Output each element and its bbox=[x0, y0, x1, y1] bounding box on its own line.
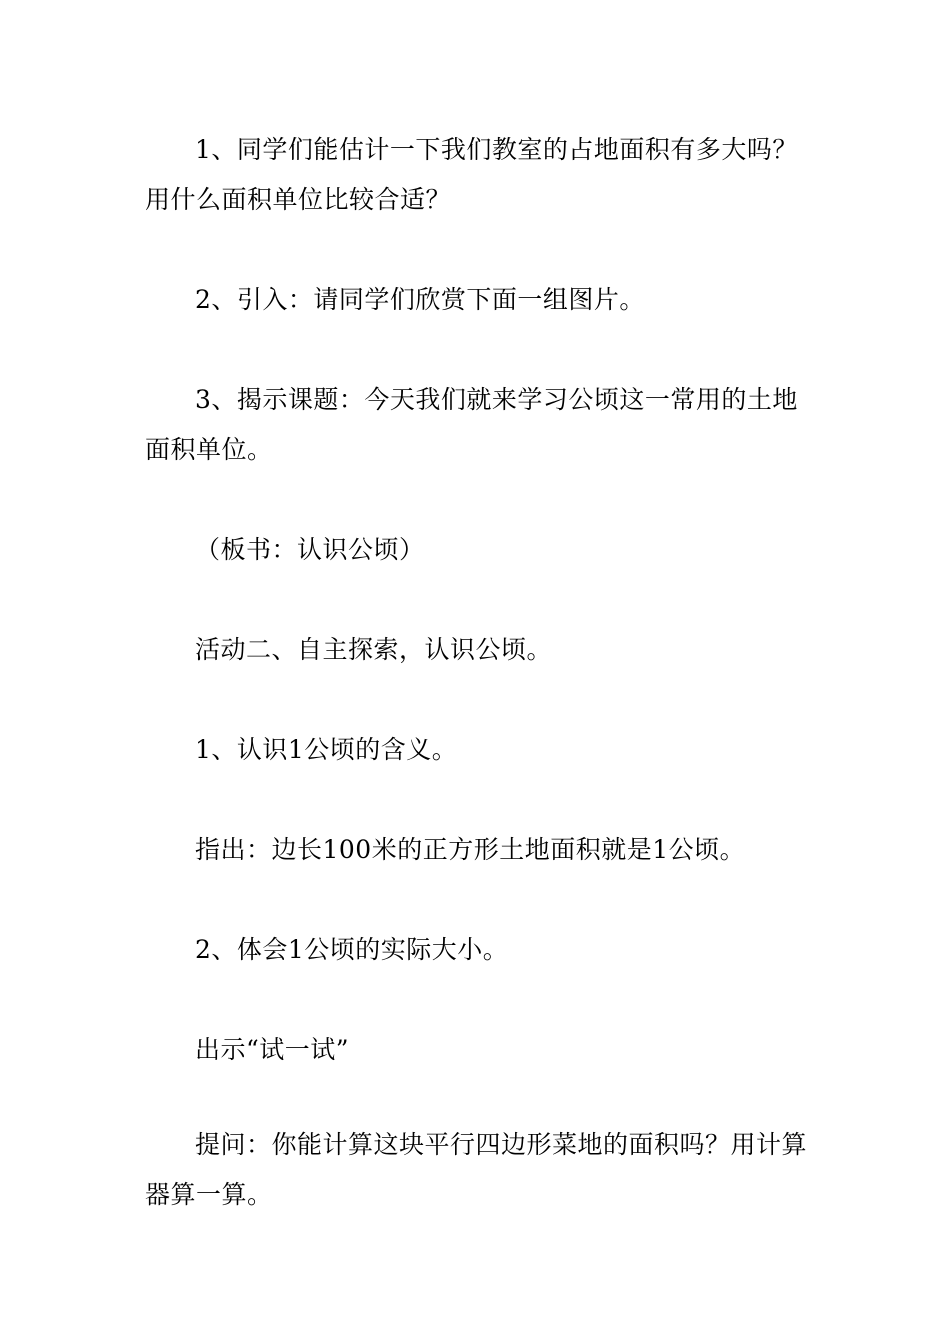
paragraph-4: （板书：认识公顷） bbox=[195, 535, 425, 564]
paragraph-10: 提问：你能计算这块平行四边形菜地的面积吗？用计算器算一算。 bbox=[145, 1130, 808, 1209]
paragraph-6: 1、认识1公顷的含义。 bbox=[195, 735, 458, 764]
paragraph-5: 活动二、自主探索，认识公顷。 bbox=[195, 635, 553, 664]
paragraph-2: 2、引入：请同学们欣赏下面一组图片。 bbox=[195, 285, 645, 314]
paragraph-8: 2、体会1公顷的实际大小。 bbox=[195, 935, 509, 964]
paragraph-1: 1、同学们能估计一下我们教室的占地面积有多大吗？用什么面积单位比较合适？ bbox=[145, 135, 798, 214]
paragraph-3: 3、揭示课题：今天我们就来学习公顷这一常用的土地面积单位。 bbox=[145, 385, 798, 464]
paragraph-7: 指出：边长100米的正方形土地面积就是1公顷。 bbox=[195, 835, 746, 864]
paragraph-9: 出示“试一试” bbox=[195, 1035, 350, 1064]
